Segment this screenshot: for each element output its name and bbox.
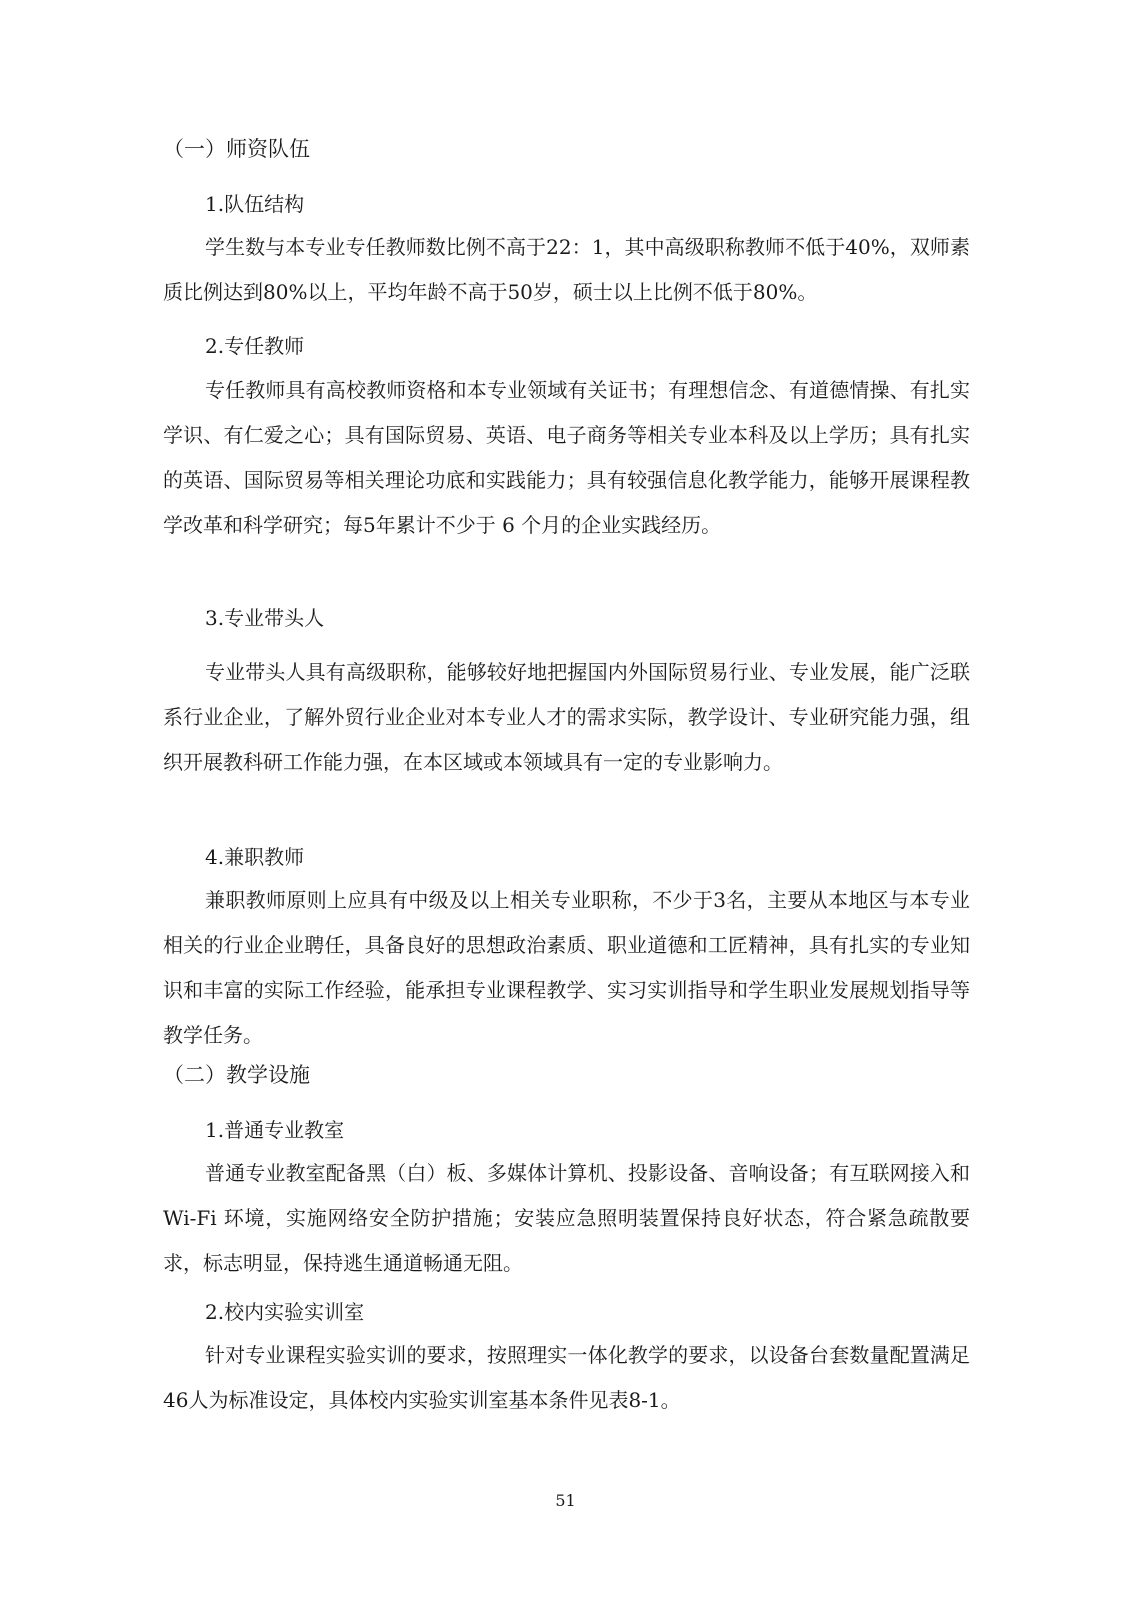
subsection-heading-labs: 2.校内实验实训室 [205,1300,365,1324]
paragraph-labs: 针对专业课程实验实训的要求，按照理实一体化教学的要求，以设备台套数量配置满足46人为标准设定，具体校内实验实训室基本条件见表8-1。 [163,1343,970,1412]
subsection-heading-discipline-leader: 3.专业带头人 [205,606,325,630]
paragraph-parttime-teachers: 兼职教师原则上应具有中级及以上相关专业职称，不少于3名，主要从本地区与本专业相关的行业企业聘任，具备良好的思想政治素质、职业道德和工匠精神，具有扎实的专业知识和丰富的实际工作经验，能承担专业课程教学、实习实训指导和学生职业发展规划指导等教学任务。 [163,888,970,1047]
section-heading-facilities: （二）教学设施 [163,1063,310,1087]
paragraph-classroom: 普通专业教室配备黑（白）板、多媒体计算机、投影设备、音响设备；有互联网接入和 Wi-Fi 环境，实施网络安全防护措施；安装应急照明装置保持良好状态，符合紧急疏散要求，标志明显，保持逃生通道畅通无阻。 [163,1161,970,1275]
section-heading-teachers: （一）师资队伍 [163,137,310,161]
page-number: 51 [555,1491,576,1510]
subsection-heading-classroom: 1.普通专业教室 [205,1118,345,1142]
subsection-heading-parttime-teachers: 4.兼职教师 [205,845,305,869]
paragraph-team-structure: 学生数与本专业专任教师数比例不高于22：1，其中高级职称教师不低于40%，双师素质比例达到80%以上，平均年龄不高于50岁，硕士以上比例不低于80%。 [163,235,970,304]
paragraph-discipline-leader: 专业带头人具有高级职称，能够较好地把握国内外国际贸易行业、专业发展，能广泛联系行业企业，了解外贸行业企业对本专业人才的需求实际，教学设计、专业研究能力强，组织开展教科研工作能力强，在本区域或本领域具有一定的专业影响力。 [163,660,970,774]
subsection-heading-fulltime-teachers: 2.专任教师 [205,334,305,358]
paragraph-fulltime-teachers: 专任教师具有高校教师资格和本专业领域有关证书；有理想信念、有道德情操、有扎实学识、有仁爱之心；具有国际贸易、英语、电子商务等相关专业本科及以上学历；具有扎实的英语、国际贸易等相关理论功底和实践能力；具有较强信息化教学能力，能够开展课程教学改革和科学研究；每5年累计不少于 6 个月的企业实践经历。 [163,378,970,537]
subsection-heading-team-structure: 1.队伍结构 [205,192,305,216]
